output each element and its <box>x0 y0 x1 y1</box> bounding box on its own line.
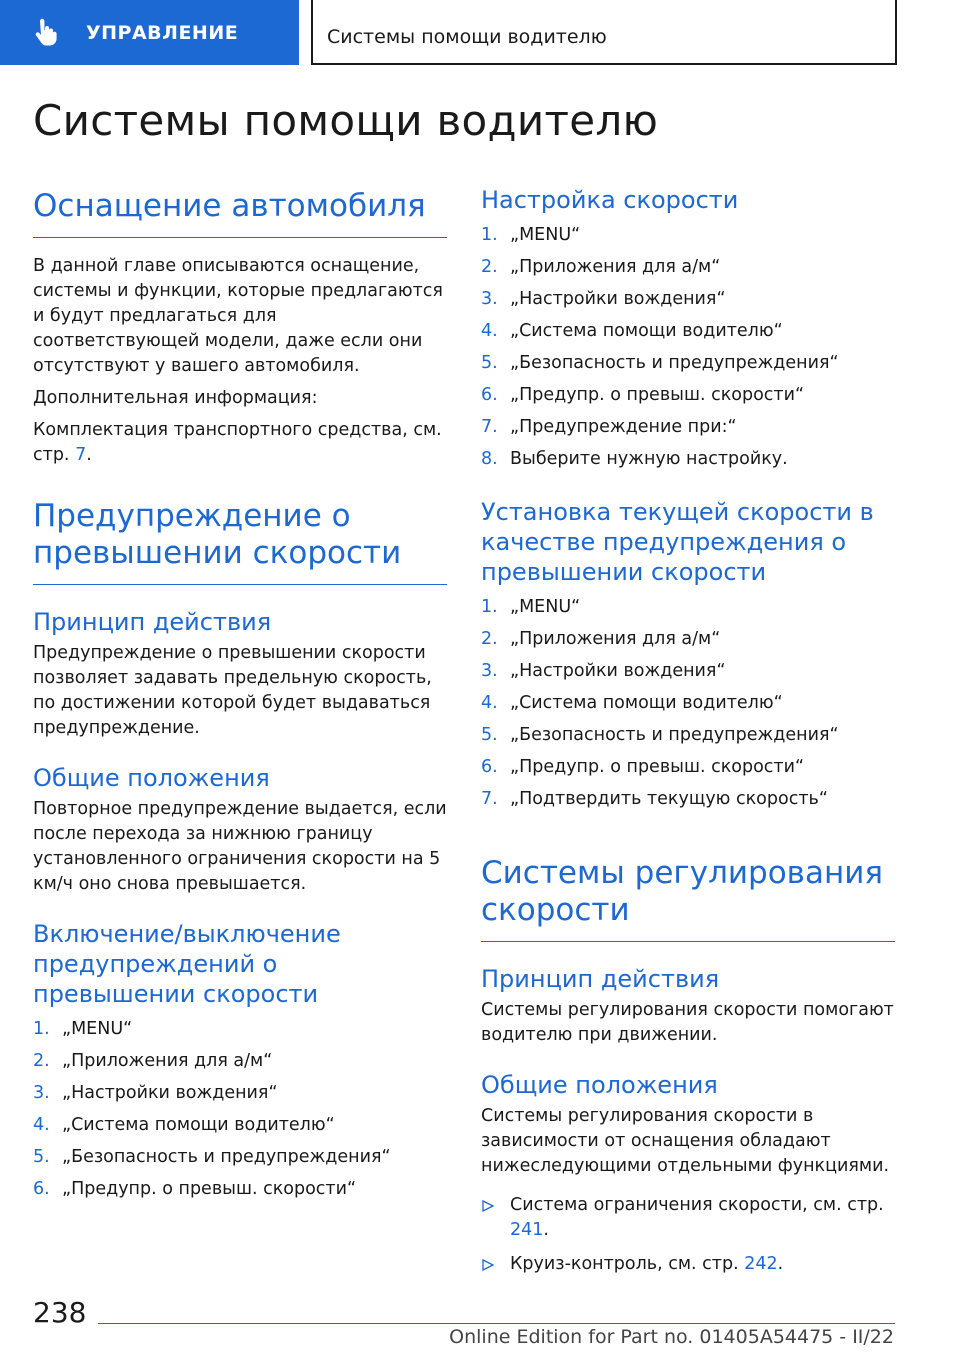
step-number: 6. <box>33 1179 50 1199</box>
step-text: „MENU“ <box>510 225 581 245</box>
step-number: 4. <box>481 321 498 341</box>
current-speed-steps-list <box>481 591 895 815</box>
chapter-header <box>311 0 897 65</box>
hand-pointer-icon <box>30 18 60 48</box>
step-number: 2. <box>481 629 498 649</box>
step-text: „Система помощи водителю“ <box>510 693 783 713</box>
bullet-end: . <box>777 1254 784 1274</box>
step-text: „Предупр. о превыш. скорости“ <box>510 385 805 405</box>
step-text: „MENU“ <box>62 1019 133 1039</box>
bullet-text: Круиз-контроль, см. стр. <box>510 1254 739 1274</box>
toggle-steps-list <box>33 1013 447 1205</box>
left-column <box>33 188 447 1205</box>
subsection-title-speed-setting: Настройка скорости <box>481 186 739 214</box>
list-item <box>481 591 895 623</box>
list-item <box>481 315 895 347</box>
list-item <box>481 1252 895 1277</box>
page-link-242[interactable]: 242 <box>744 1254 778 1274</box>
equipment-intro: В данной главе описываются оснащение, системы и функции, которые предлагаются и будут предлагаться для соответствующей модели, даже если они отсутствуют у вашего автомобиля. <box>33 256 443 376</box>
step-number: 3. <box>481 289 498 309</box>
list-item <box>481 1193 895 1243</box>
step-number: 2. <box>481 257 498 277</box>
list-item <box>481 623 895 655</box>
chapter-title: Системы помощи водителю <box>327 26 607 48</box>
section-title-speed-warning: Предупреждение о превышении скорости <box>33 498 447 585</box>
step-text: „Предупр. о превыш. скорости“ <box>62 1179 357 1199</box>
step-number: 4. <box>33 1115 50 1135</box>
subsection-title-principle: Принцип действия <box>33 608 272 636</box>
step-number: 6. <box>481 385 498 405</box>
step-text: „MENU“ <box>510 597 581 617</box>
equipment-reference <box>33 418 447 468</box>
step-text: „Предупреждение при:“ <box>510 417 737 437</box>
general-text: Повторное предупреждение выдается, если после перехода за нижнюю границу установленного ограничения скорости на 5 км/ч оно снова превышается. <box>33 799 447 894</box>
step-number: 3. <box>33 1083 50 1103</box>
list-item <box>481 251 895 283</box>
list-item <box>481 283 895 315</box>
step-text: „Безопасность и предупреждения“ <box>510 725 839 745</box>
list-item <box>481 219 895 251</box>
subsection-title-general-2: Общие положения <box>481 1071 718 1099</box>
page-link-7[interactable]: 7 <box>75 445 87 465</box>
step-text: „Система помощи водителю“ <box>62 1115 335 1135</box>
subsection-title-principle-2: Принцип действия <box>481 965 720 993</box>
step-number: 1. <box>481 225 498 245</box>
subsection-title-current-speed: Установка текущей скорости в качестве предупреждения о превышении скорости <box>481 498 874 586</box>
step-number: 4. <box>481 693 498 713</box>
step-number: 8. <box>481 449 498 469</box>
triangle-bullet-icon <box>482 1200 494 1212</box>
list-item <box>481 655 895 687</box>
list-item <box>33 1141 447 1173</box>
step-text: „Система помощи водителю“ <box>510 321 783 341</box>
list-item <box>33 1077 447 1109</box>
page-number: 238 <box>33 1296 87 1329</box>
step-number: 1. <box>481 597 498 617</box>
additional-info-label: Дополнительная информация: <box>33 388 318 408</box>
section-tab-label: УПРАВЛЕНИЕ <box>86 22 239 44</box>
step-number: 5. <box>481 353 498 373</box>
equipment-reference-text: Комплектация транспортного средства, см. стр. <box>33 420 442 465</box>
list-item <box>481 751 895 783</box>
list-item <box>33 1013 447 1045</box>
list-item <box>481 411 895 443</box>
section-title-speed-control: Системы регулирования скорости <box>481 855 895 942</box>
subsection-title-general: Общие положения <box>33 764 270 792</box>
step-text: Выберите нужную настройку. <box>510 449 788 469</box>
bullet-end: . <box>543 1220 549 1240</box>
list-item <box>33 1109 447 1141</box>
speed-control-general-text: Системы регулирования скорости в зависимости от оснащения обладают нижеследующими отдельными функциями. <box>481 1106 890 1176</box>
list-item <box>481 783 895 815</box>
step-number: 6. <box>481 757 498 777</box>
step-text: „Приложения для а/м“ <box>62 1051 273 1071</box>
step-text: „Безопасность и предупреждения“ <box>62 1147 391 1167</box>
step-number: 2. <box>33 1051 50 1071</box>
list-item <box>481 347 895 379</box>
section-tab[interactable] <box>0 0 299 65</box>
step-text: „Безопасность и предупреждения“ <box>510 353 839 373</box>
bullet-text: Система ограничения скорости, см. стр. <box>510 1195 884 1215</box>
step-number: 1. <box>33 1019 50 1039</box>
principle-text: Предупреждение о превышении скорости позволяет задавать предельную скорость, по достижении которой будет выдаваться предупреждение. <box>33 643 432 738</box>
speed-control-bullets <box>481 1193 895 1277</box>
step-text: „Приложения для а/м“ <box>510 629 721 649</box>
page-link-241[interactable]: 241 <box>510 1220 544 1240</box>
subsection-title-toggle: Включение/выключение предупреждений о превышении скорости <box>33 920 341 1008</box>
footer-edition: Online Edition for Part no. 01405A54475 - II/22 <box>449 1326 894 1348</box>
step-number: 3. <box>481 661 498 681</box>
list-item <box>481 687 895 719</box>
list-item <box>33 1045 447 1077</box>
step-number: 5. <box>33 1147 50 1167</box>
step-number: 7. <box>481 417 498 437</box>
list-item <box>481 379 895 411</box>
triangle-bullet-icon <box>482 1259 494 1271</box>
list-item <box>481 443 895 475</box>
right-column <box>481 185 895 1286</box>
speed-control-principle-text: Системы регулирования скорости помогают водителю при движении. <box>481 1000 894 1045</box>
step-text: „Приложения для а/м“ <box>510 257 721 277</box>
step-number: 7. <box>481 789 498 809</box>
list-item <box>481 719 895 751</box>
footer-divider <box>98 1323 895 1324</box>
step-text: „Настройки вождения“ <box>62 1083 278 1103</box>
speed-setting-steps-list <box>481 219 895 475</box>
step-text: „Подтвердить текущую скорость“ <box>510 789 828 809</box>
step-text: „Предупр. о превыш. скорости“ <box>510 757 805 777</box>
step-text: „Настройки вождения“ <box>510 289 726 309</box>
list-item <box>33 1173 447 1205</box>
section-title-equipment: Оснащение автомобиля <box>33 188 447 238</box>
step-text: „Настройки вождения“ <box>510 661 726 681</box>
equipment-reference-end: . <box>86 445 92 465</box>
page-title: Системы помощи водителю <box>33 96 659 145</box>
step-number: 5. <box>481 725 498 745</box>
